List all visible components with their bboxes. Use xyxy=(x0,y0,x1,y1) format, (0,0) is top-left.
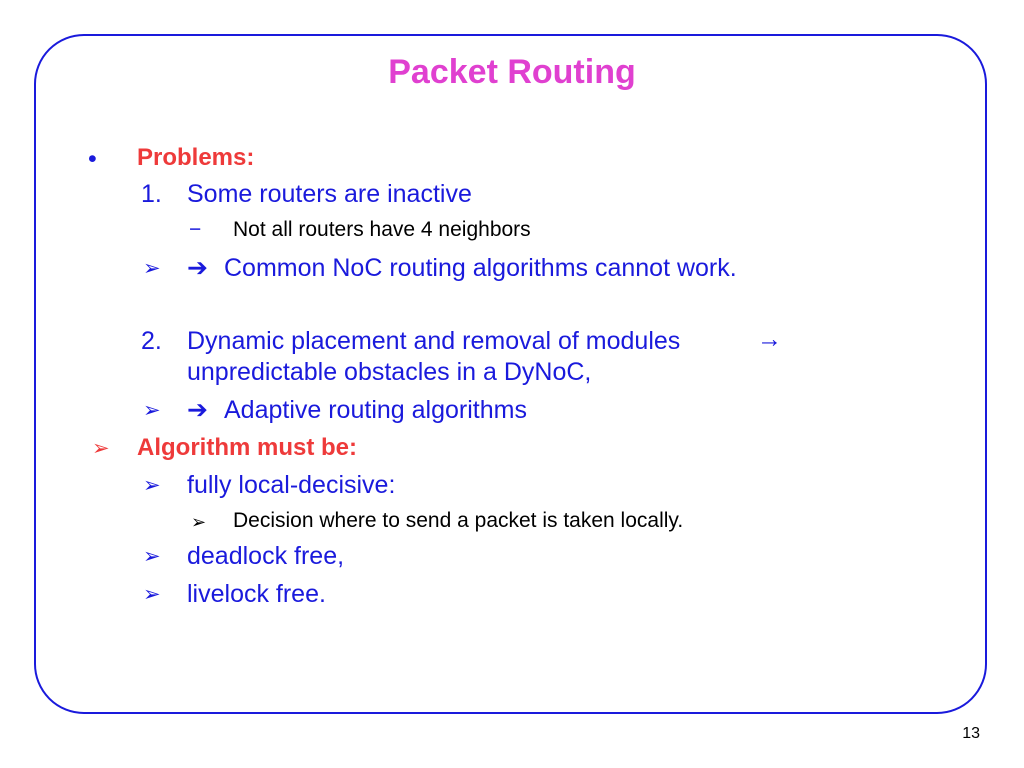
item1-conclusion-marker: ➢ xyxy=(143,257,161,280)
req2-text: deadlock free, xyxy=(187,542,345,570)
item1-conclusion-text: Common NoC routing algorithms cannot work. xyxy=(224,254,737,282)
req3-text: livelock free. xyxy=(187,580,326,608)
item2-text-line1: Dynamic placement and removal of modules xyxy=(187,327,681,355)
req1-marker: ➢ xyxy=(143,474,161,497)
req3-marker: ➢ xyxy=(143,583,161,606)
item2-arrow-icon: → xyxy=(757,325,782,353)
item2-text-line2: unpredictable obstacles in a DyNoC, xyxy=(187,358,592,386)
item1-sub-text: Not all routers have 4 neighbors xyxy=(233,218,531,241)
item2-number: 2. xyxy=(141,327,162,355)
problems-heading: Problems: xyxy=(137,144,255,171)
item1-conclusion-arrow-icon: ➔ xyxy=(187,254,208,282)
algorithm-heading: Algorithm must be: xyxy=(137,434,357,461)
item1-sub-dash: − xyxy=(189,218,202,241)
req1-text: fully local-decisive: xyxy=(187,471,396,499)
item2-conclusion-arrow-icon: ➔ xyxy=(187,396,208,424)
algorithm-marker: ➢ xyxy=(92,437,110,460)
page-number: 13 xyxy=(962,725,980,742)
bullet-dot: • xyxy=(88,145,97,173)
req2-marker: ➢ xyxy=(143,545,161,568)
item2-conclusion-marker: ➢ xyxy=(143,399,161,422)
item1-text: Some routers are inactive xyxy=(187,180,472,208)
slide-title: Packet Routing xyxy=(388,53,636,91)
item2-conclusion-text: Adaptive routing algorithms xyxy=(224,396,527,424)
req1-sub-text: Decision where to send a packet is taken locally. xyxy=(233,509,684,532)
req1-sub-marker: ➢ xyxy=(191,512,207,532)
item1-number: 1. xyxy=(141,180,162,208)
